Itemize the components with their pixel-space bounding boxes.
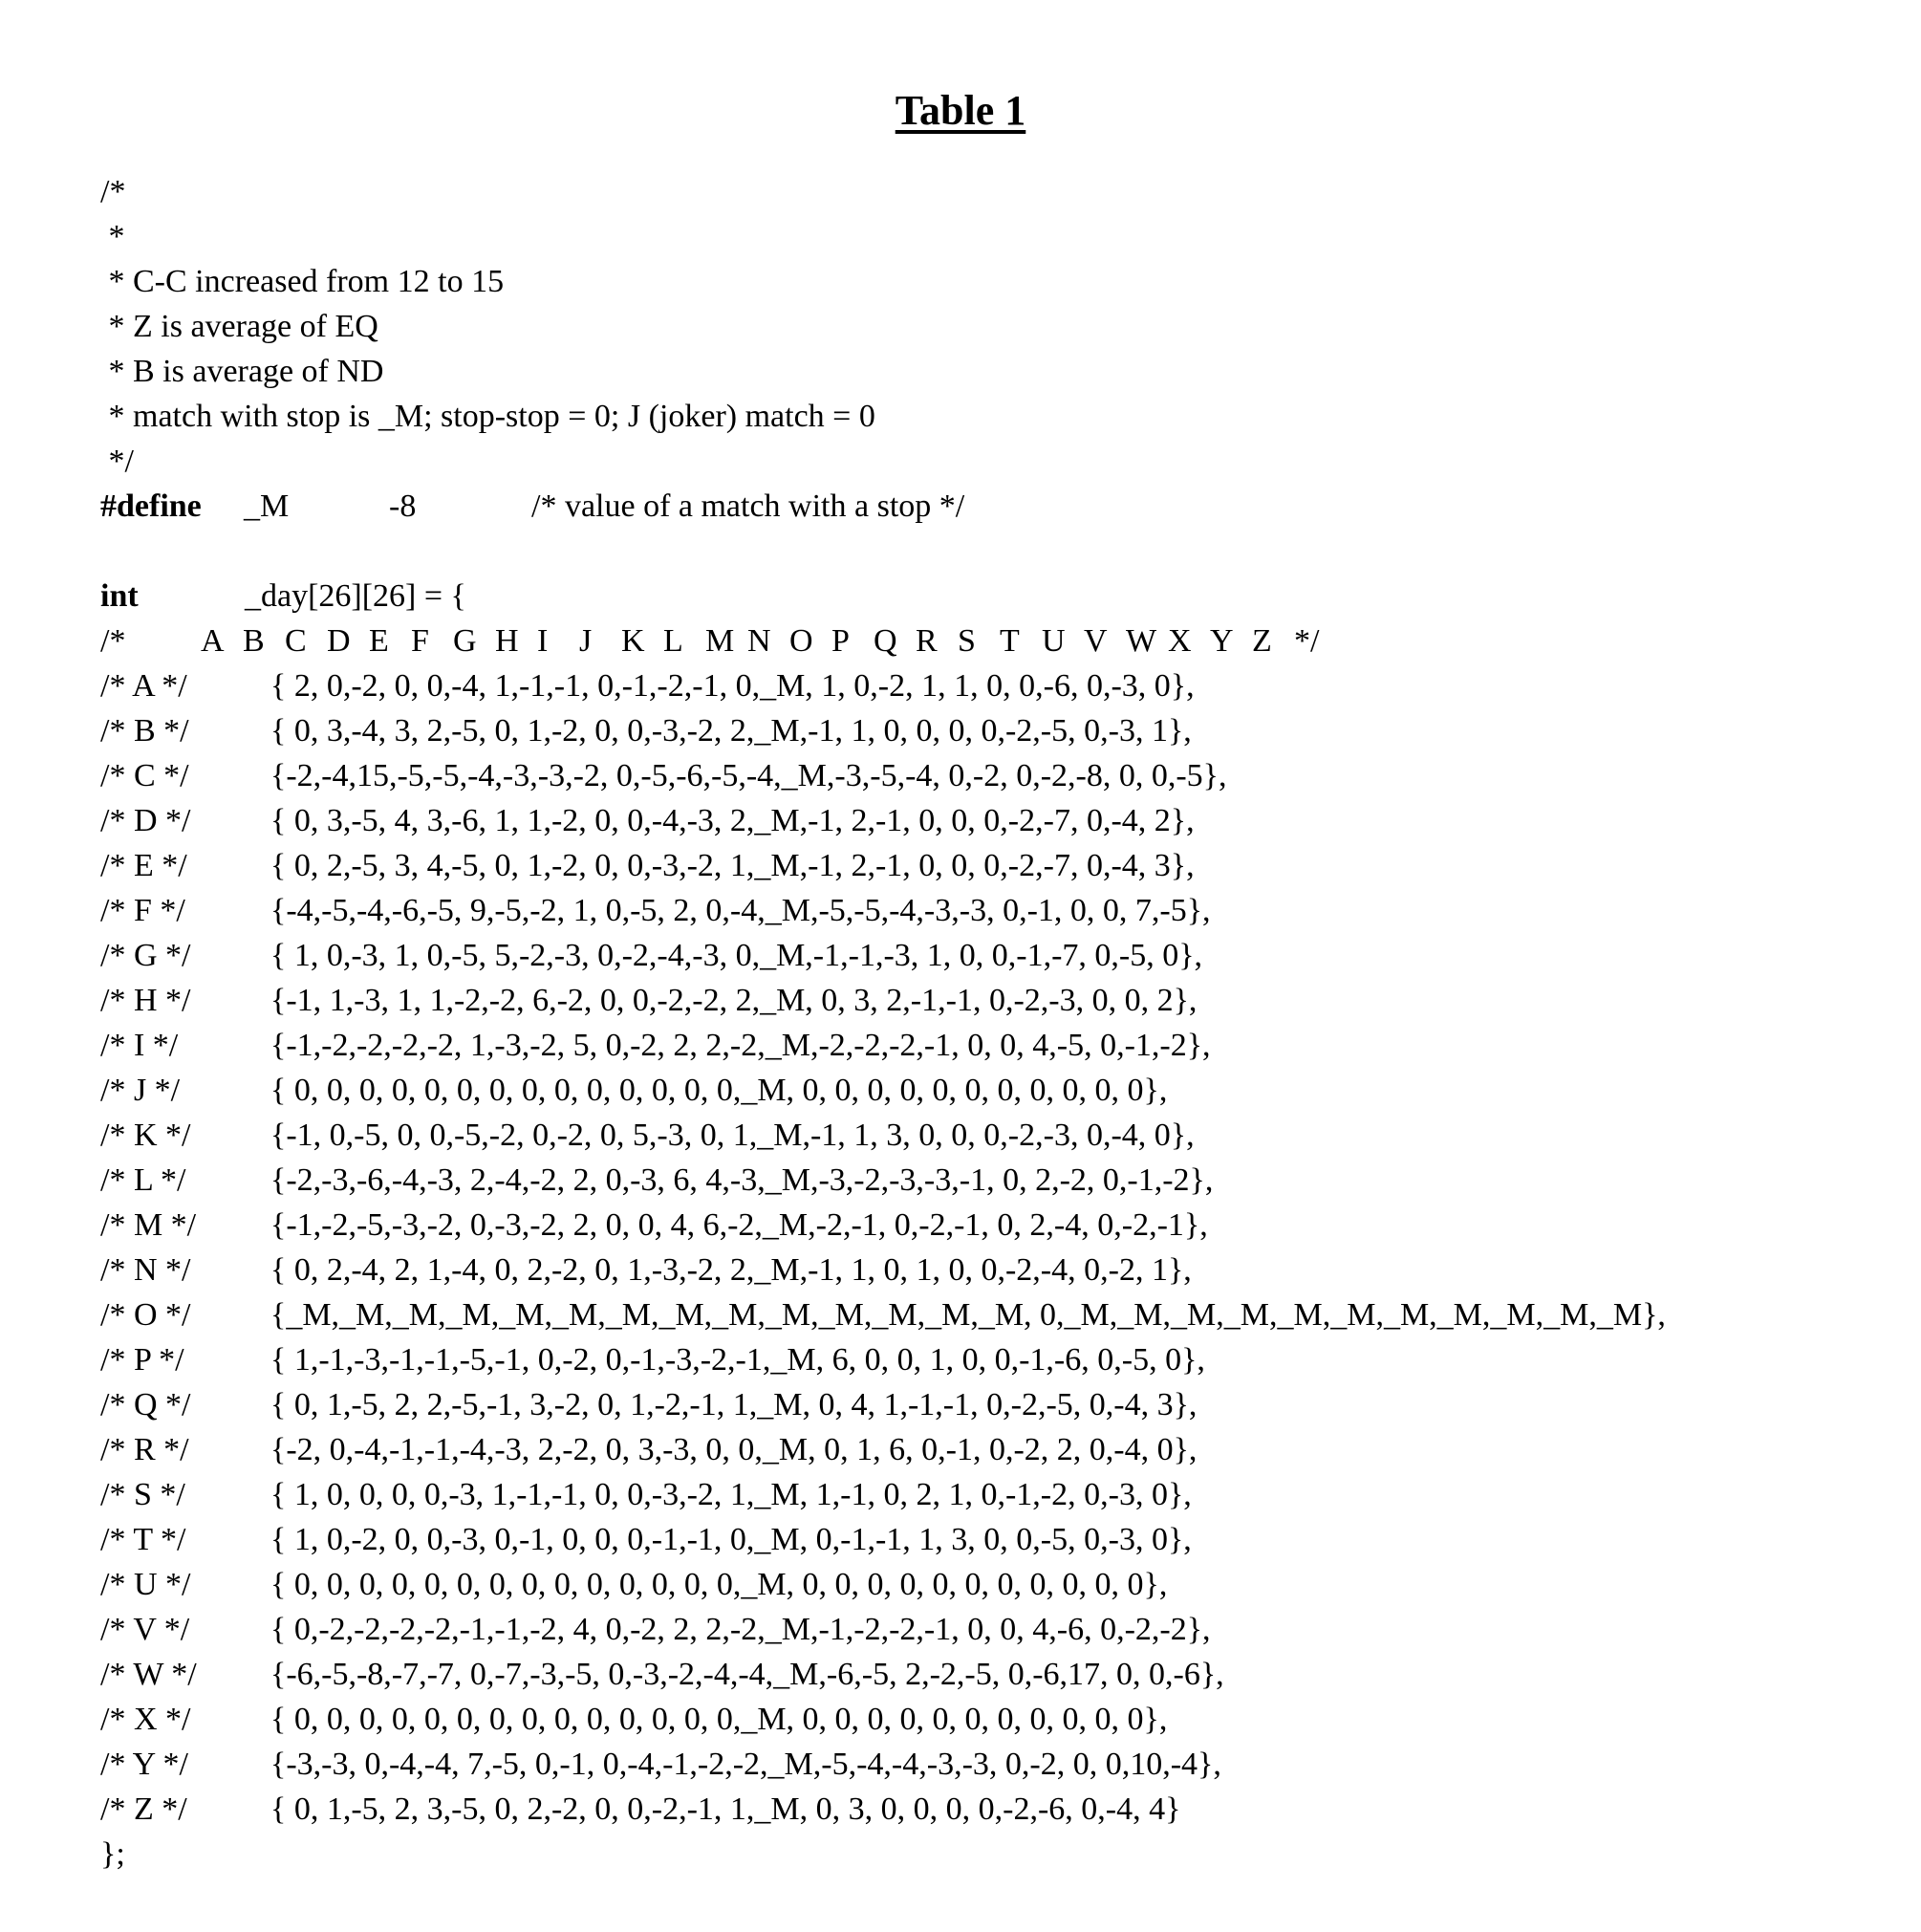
column-letter: F <box>411 622 453 661</box>
column-letter: R <box>916 622 958 661</box>
matrix-row <box>100 1337 1897 1382</box>
comment-line <box>100 349 1897 394</box>
row-values: { 0, 0, 0, 0, 0, 0, 0, 0, 0, 0, 0, 0, 0, 0,_M, 0, 0, 0, 0, 0, 0, 0, 0, 0, 0, 0}, <box>270 1566 1167 1604</box>
row-values: { 0, 2,-4, 2, 1,-4, 0, 2,-2, 0, 1,-3,-2, 2,_M,-1, 1, 0, 1, 0, 0,-2,-4, 0,-2, 1}, <box>270 1251 1192 1290</box>
column-letter: K <box>621 622 663 661</box>
row-label: /* T */ <box>100 1521 270 1559</box>
code-listing <box>100 169 1897 1877</box>
row-label: /* R */ <box>100 1431 270 1469</box>
column-letter: S <box>958 622 1000 661</box>
row-label: /* O */ <box>100 1296 270 1335</box>
row-values: {-1,-2,-5,-3,-2, 0,-3,-2, 2, 0, 0, 4, 6,-2,_M,-2,-1, 0,-2,-1, 0, 2,-4, 0,-2,-1}, <box>270 1206 1208 1245</box>
row-label: /* E */ <box>100 847 270 885</box>
matrix-row <box>100 1248 1897 1292</box>
row-label: /* H */ <box>100 982 270 1020</box>
matrix-row <box>100 1158 1897 1203</box>
row-label: /* U */ <box>100 1566 270 1604</box>
row-values: {-2,-3,-6,-4,-3, 2,-4,-2, 2, 0,-3, 6, 4,-3,_M,-3,-2,-3,-3,-1, 0, 2,-2, 0,-1,-2}, <box>270 1161 1213 1200</box>
comment-line <box>100 394 1897 439</box>
column-letter: C <box>285 622 327 661</box>
column-letter: G <box>453 622 495 661</box>
define-keyword: #define <box>100 488 244 526</box>
column-letter: T <box>1000 622 1042 661</box>
column-header-line <box>100 619 1897 663</box>
row-values: { 1, 0,-2, 0, 0,-3, 0,-1, 0, 0, 0,-1,-1, 0,_M, 0,-1,-1, 1, 3, 0, 0,-5, 0,-3, 0}, <box>270 1521 1192 1559</box>
row-label: /* G */ <box>100 937 270 975</box>
define-value: -8 <box>389 488 531 526</box>
header-close: */ <box>1294 622 1319 661</box>
row-values: { 2, 0,-2, 0, 0,-4, 1,-1,-1, 0,-1,-2,-1, 0,_M, 1, 0,-2, 1, 1, 0, 0,-6, 0,-3, 0}, <box>270 667 1195 706</box>
row-values: { 0, 0, 0, 0, 0, 0, 0, 0, 0, 0, 0, 0, 0, 0,_M, 0, 0, 0, 0, 0, 0, 0, 0, 0, 0, 0}, <box>270 1701 1167 1739</box>
matrix-row <box>100 1068 1897 1113</box>
matrix-row <box>100 1562 1897 1607</box>
row-label: /* D */ <box>100 802 270 840</box>
matrix-row <box>100 888 1897 933</box>
row-values: {-2,-4,15,-5,-5,-4,-3,-3,-2, 0,-5,-6,-5,-4,_M,-3,-5,-4, 0,-2, 0,-2,-8, 0, 0,-5}, <box>270 757 1227 795</box>
matrix-row <box>100 1652 1897 1697</box>
row-values: {_M,_M,_M,_M,_M,_M,_M,_M,_M,_M,_M,_M,_M,_M, 0,_M,_M,_M,_M,_M,_M,_M,_M,_M,_M,_M}, <box>270 1296 1666 1335</box>
row-values: {-1,-2,-2,-2,-2, 1,-3,-2, 5, 0,-2, 2, 2,-2,_M,-2,-2,-2,-1, 0, 0, 4,-5, 0,-1,-2}, <box>270 1027 1211 1065</box>
row-label: /* F */ <box>100 892 270 930</box>
column-letter: N <box>747 622 789 661</box>
matrix-row <box>100 1472 1897 1517</box>
column-letter: P <box>831 622 874 661</box>
comment-line <box>100 439 1897 484</box>
matrix-row <box>100 1742 1897 1787</box>
comment-line <box>100 259 1897 304</box>
row-label: /* W */ <box>100 1656 270 1694</box>
comment-text: * <box>100 218 125 256</box>
header-open: /* <box>100 622 201 661</box>
matrix-row <box>100 1113 1897 1158</box>
row-label: /* K */ <box>100 1117 270 1155</box>
row-label: /* Y */ <box>100 1746 270 1784</box>
row-label: /* S */ <box>100 1476 270 1514</box>
row-label: /* Q */ <box>100 1386 270 1424</box>
row-values: {-3,-3, 0,-4,-4, 7,-5, 0,-1, 0,-4,-1,-2,-2,_M,-5,-4,-4,-3,-3, 0,-2, 0, 0,10,-4}, <box>270 1746 1221 1784</box>
row-label: /* B */ <box>100 712 270 750</box>
row-values: {-6,-5,-8,-7,-7, 0,-7,-3,-5, 0,-3,-2,-4,-4,_M,-6,-5, 2,-2,-5, 0,-6,17, 0, 0,-6}, <box>270 1656 1224 1694</box>
row-values: {-2, 0,-4,-1,-1,-4,-3, 2,-2, 0, 3,-3, 0, 0,_M, 0, 1, 6, 0,-1, 0,-2, 2, 0,-4, 0}, <box>270 1431 1197 1469</box>
row-label: /* Z */ <box>100 1791 270 1829</box>
matrix-row <box>100 1607 1897 1652</box>
column-letter: H <box>495 622 537 661</box>
declaration-type: int <box>100 577 245 616</box>
row-values: { 0, 3,-5, 4, 3,-6, 1, 1,-2, 0, 0,-4,-3, 2,_M,-1, 2,-1, 0, 0, 0,-2,-7, 0,-4, 2}, <box>270 802 1195 840</box>
matrix-row <box>100 978 1897 1023</box>
row-values: { 0,-2,-2,-2,-2,-1,-1,-2, 4, 0,-2, 2, 2,-2,_M,-1,-2,-2,-1, 0, 0, 4,-6, 0,-2,-2}, <box>270 1611 1211 1649</box>
column-letter: I <box>537 622 579 661</box>
row-label: /* V */ <box>100 1611 270 1649</box>
comment-close: */ <box>100 443 134 481</box>
row-values: { 1, 0,-3, 1, 0,-5, 5,-2,-3, 0,-2,-4,-3, 0,_M,-1,-1,-3, 1, 0, 0,-1,-7, 0,-5, 0}, <box>270 937 1202 975</box>
row-label: /* X */ <box>100 1701 270 1739</box>
declaration-line <box>100 574 1897 619</box>
row-label: /* A */ <box>100 667 270 706</box>
comment-line <box>100 169 1897 214</box>
row-label: /* C */ <box>100 757 270 795</box>
matrix-row <box>100 663 1897 708</box>
column-letter: E <box>369 622 411 661</box>
closing-brace: }; <box>100 1835 125 1874</box>
column-letter: W <box>1126 622 1168 661</box>
matrix-row <box>100 843 1897 888</box>
matrix-row <box>100 933 1897 978</box>
column-letter: L <box>663 622 705 661</box>
matrix-row <box>100 1517 1897 1562</box>
row-label: /* I */ <box>100 1027 270 1065</box>
matrix-row <box>100 1697 1897 1742</box>
column-letter: J <box>579 622 621 661</box>
row-values: { 0, 1,-5, 2, 3,-5, 0, 2,-2, 0, 0,-2,-1, 1,_M, 0, 3, 0, 0, 0, 0,-2,-6, 0,-4, 4} <box>270 1791 1180 1829</box>
row-values: { 0, 2,-5, 3, 4,-5, 0, 1,-2, 0, 0,-3,-2, 1,_M,-1, 2,-1, 0, 0, 0,-2,-7, 0,-4, 3}, <box>270 847 1195 885</box>
row-values: { 0, 0, 0, 0, 0, 0, 0, 0, 0, 0, 0, 0, 0, 0,_M, 0, 0, 0, 0, 0, 0, 0, 0, 0, 0, 0}, <box>270 1072 1167 1110</box>
comment-open: /* <box>100 173 125 211</box>
matrix-row <box>100 798 1897 843</box>
column-letter: M <box>705 622 747 661</box>
row-label: /* M */ <box>100 1206 270 1245</box>
row-label: /* L */ <box>100 1161 270 1200</box>
row-values: { 1, 0, 0, 0, 0,-3, 1,-1,-1, 0, 0,-3,-2, 1,_M, 1,-1, 0, 2, 1, 0,-1,-2, 0,-3, 0}, <box>270 1476 1192 1514</box>
comment-text: * B is average of ND <box>100 353 383 391</box>
matrix-row <box>100 1427 1897 1472</box>
define-comment: /* value of a match with a stop */ <box>531 488 964 526</box>
column-letter: O <box>789 622 831 661</box>
matrix-row <box>100 1382 1897 1427</box>
row-label: /* N */ <box>100 1251 270 1290</box>
comment-text: * match with stop is _M; stop-stop = 0; J (joker) match = 0 <box>100 398 875 436</box>
column-letters <box>201 622 1319 661</box>
column-letter: D <box>327 622 369 661</box>
matrix-row <box>100 1787 1897 1832</box>
row-values: { 0, 3,-4, 3, 2,-5, 0, 1,-2, 0, 0,-3,-2, 2,_M,-1, 1, 0, 0, 0, 0,-2,-5, 0,-3, 1}, <box>270 712 1192 750</box>
document-title: Table 1 <box>0 84 1921 138</box>
matrix-row <box>100 1203 1897 1248</box>
column-letter: Z <box>1252 622 1294 661</box>
matrix-rows <box>100 663 1897 1832</box>
blank-line <box>100 529 1897 574</box>
comment-text: * Z is average of EQ <box>100 308 378 346</box>
comment-line <box>100 214 1897 259</box>
column-letter: A <box>201 622 243 661</box>
column-letter: Y <box>1210 622 1252 661</box>
comment-text: * C-C increased from 12 to 15 <box>100 263 504 301</box>
declaration-name: _day[26][26] = { <box>245 577 466 616</box>
matrix-row <box>100 1292 1897 1337</box>
row-values: { 1,-1,-3,-1,-1,-5,-1, 0,-2, 0,-1,-3,-2,-1,_M, 6, 0, 0, 1, 0, 0,-1,-6, 0,-5, 0}, <box>270 1341 1205 1379</box>
comment-line <box>100 304 1897 349</box>
column-letter: X <box>1168 622 1210 661</box>
row-values: {-1, 0,-5, 0, 0,-5,-2, 0,-2, 0, 5,-3, 0, 1,_M,-1, 1, 3, 0, 0, 0,-2,-3, 0,-4, 0}, <box>270 1117 1195 1155</box>
row-label: /* J */ <box>100 1072 270 1110</box>
define-name: _M <box>244 488 389 526</box>
define-line <box>100 484 1897 529</box>
row-values: { 0, 1,-5, 2, 2,-5,-1, 3,-2, 0, 1,-2,-1, 1,_M, 0, 4, 1,-1,-1, 0,-2,-5, 0,-4, 3}, <box>270 1386 1197 1424</box>
matrix-row <box>100 753 1897 798</box>
column-letter: V <box>1084 622 1126 661</box>
matrix-row <box>100 708 1897 753</box>
row-label: /* P */ <box>100 1341 270 1379</box>
row-values: {-4,-5,-4,-6,-5, 9,-5,-2, 1, 0,-5, 2, 0,-4,_M,-5,-5,-4,-3,-3, 0,-1, 0, 0, 7,-5}, <box>270 892 1211 930</box>
row-values: {-1, 1,-3, 1, 1,-2,-2, 6,-2, 0, 0,-2,-2, 2,_M, 0, 3, 2,-1,-1, 0,-2,-3, 0, 0, 2}, <box>270 982 1197 1020</box>
closing-line <box>100 1832 1897 1877</box>
column-letter: B <box>243 622 285 661</box>
column-letter: Q <box>874 622 916 661</box>
matrix-row <box>100 1023 1897 1068</box>
column-letter: U <box>1042 622 1084 661</box>
